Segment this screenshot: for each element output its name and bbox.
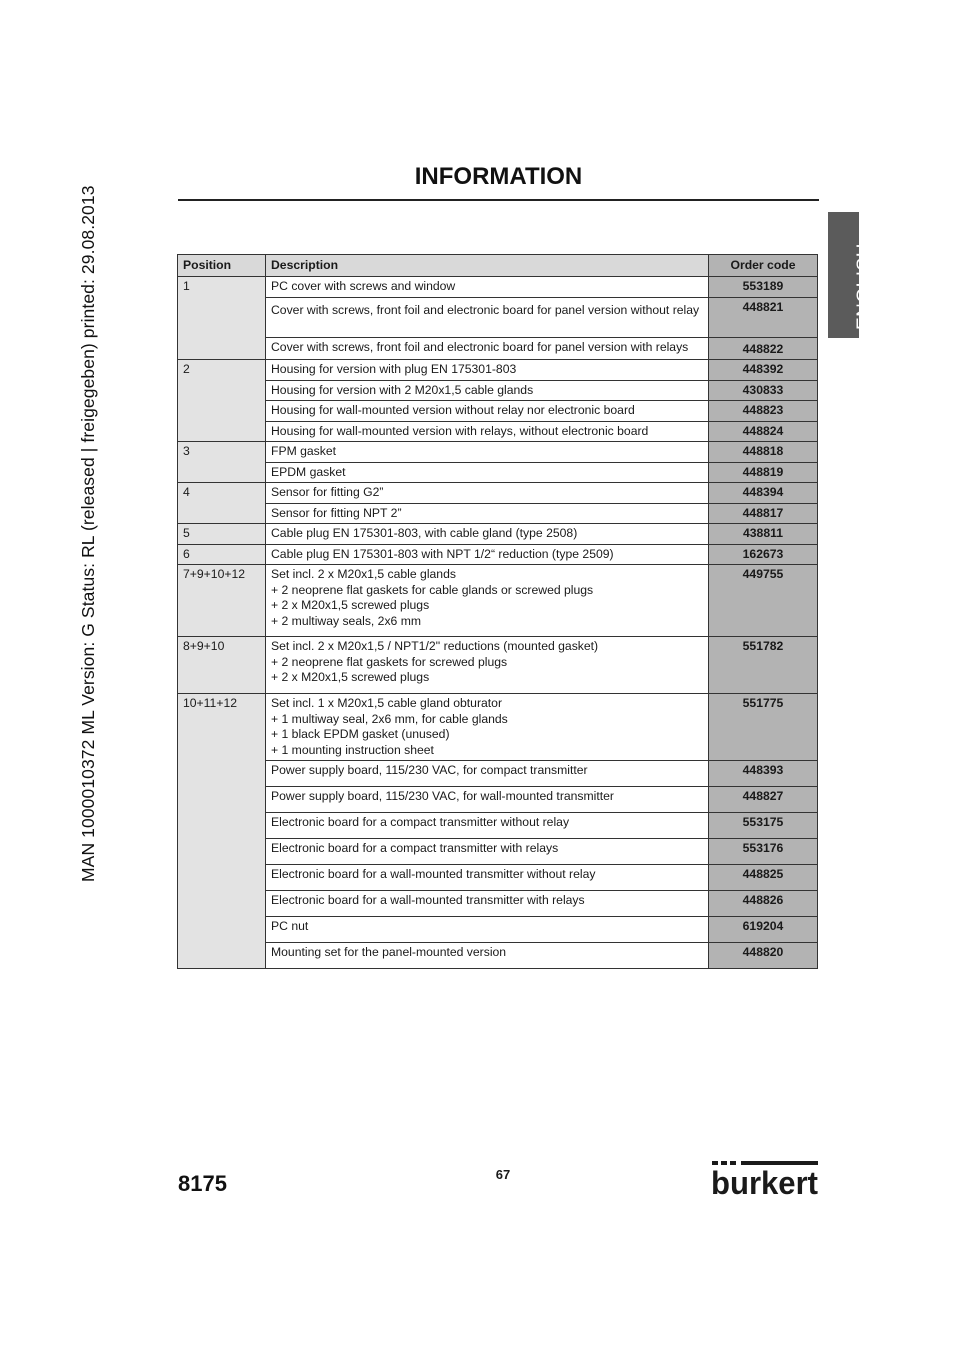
order-code-cell: 438811 <box>709 524 818 545</box>
document-status-line: MAN 1000010372 ML Version: G Status: RL (released | freigegeben) printed: 29.08.2013 <box>78 185 98 882</box>
order-code-cell: 553189 <box>709 277 818 298</box>
position-cell: 10+11+12 <box>178 694 266 969</box>
language-tab-label: ENGLISH <box>854 243 875 330</box>
order-code-cell: 553176 <box>709 839 818 865</box>
table-row <box>178 337 818 360</box>
order-code-cell: 430833 <box>709 380 818 401</box>
order-code-cell: 448394 <box>709 483 818 504</box>
description-cell: Electronic board for a wall-mounted transmitter without relay <box>266 865 709 891</box>
header-order-code: Order code <box>709 255 818 277</box>
order-code-cell: 448823 <box>709 401 818 422</box>
table-body <box>178 277 818 969</box>
order-code-cell: 448825 <box>709 865 818 891</box>
position-cell: 1 <box>178 277 266 360</box>
description-cell: Set incl. 1 x M20x1,5 cable gland obturator + 1 multiway seal, 2x6 mm, for cable glands + 1 black EPDM gasket (unused) + 1 mounting instruction sheet <box>266 694 709 761</box>
table-row <box>178 421 818 442</box>
burkert-logo <box>711 1160 819 1198</box>
order-code-cell: 448817 <box>709 503 818 524</box>
description-cell: Power supply board, 115/230 VAC, for wall-mounted transmitter <box>266 787 709 813</box>
table-row <box>178 813 818 839</box>
description-cell: FPM gasket <box>266 442 709 463</box>
position-cell: 8+9+10 <box>178 637 266 694</box>
svg-text:burkert: burkert <box>711 1165 819 1198</box>
table-row <box>178 565 818 637</box>
order-code-cell: 551782 <box>709 637 818 694</box>
table-row <box>178 360 818 381</box>
page-number: 67 <box>495 1167 511 1182</box>
table-row <box>178 524 818 545</box>
description-cell: Cable plug EN 175301-803 with NPT 1/2“ reduction (type 2509) <box>266 544 709 565</box>
description-cell: Cable plug EN 175301-803, with cable gland (type 2508) <box>266 524 709 545</box>
order-code-cell: 448819 <box>709 462 818 483</box>
order-code-cell: 448818 <box>709 442 818 463</box>
description-cell: Set incl. 2 x M20x1,5 cable glands + 2 neoprene flat gaskets for cable glands or screwed plugs + 2 x M20x1,5 screwed plugs + 2 multiway seals, 2x6 mm <box>266 565 709 637</box>
order-code-cell: 448826 <box>709 891 818 917</box>
table-row <box>178 694 818 761</box>
table-row <box>178 380 818 401</box>
description-cell: Sensor for fitting G2” <box>266 483 709 504</box>
table-row <box>178 787 818 813</box>
description-cell: Housing for version with plug EN 175301-803 <box>266 360 709 381</box>
header-description: Description <box>266 255 709 277</box>
order-code-cell: 551775 <box>709 694 818 761</box>
description-cell: PC cover with screws and window <box>266 277 709 298</box>
description-cell: Cover with screws, front foil and electronic board for panel version without relay <box>266 297 709 337</box>
position-cell: 3 <box>178 442 266 483</box>
table-row <box>178 297 818 337</box>
title-divider <box>178 199 819 201</box>
position-cell: 6 <box>178 544 266 565</box>
description-cell: Cover with screws, front foil and electronic board for panel version with relays <box>266 337 709 360</box>
order-code-cell: 448393 <box>709 761 818 787</box>
order-code-cell: 448827 <box>709 787 818 813</box>
table-row <box>178 401 818 422</box>
language-tab <box>828 212 875 338</box>
description-cell: Housing for wall-mounted version with relays, without electronic board <box>266 421 709 442</box>
page-title: INFORMATION <box>414 163 583 190</box>
table-row <box>178 277 818 298</box>
description-cell: Housing for version with 2 M20x1,5 cable glands <box>266 380 709 401</box>
table-row <box>178 891 818 917</box>
order-code-cell: 448821 <box>709 297 818 337</box>
table-row <box>178 503 818 524</box>
description-cell: Housing for wall-mounted version without relay nor electronic board <box>266 401 709 422</box>
table-header-row <box>178 255 818 277</box>
table-row <box>178 442 818 463</box>
position-cell: 4 <box>178 483 266 524</box>
description-cell: EPDM gasket <box>266 462 709 483</box>
description-cell: Electronic board for a compact transmitter without relay <box>266 813 709 839</box>
order-code-cell: 619204 <box>709 917 818 943</box>
spare-parts-table <box>177 254 818 969</box>
table-row <box>178 917 818 943</box>
order-code-cell: 448822 <box>709 337 818 360</box>
description-cell: PC nut <box>266 917 709 943</box>
header-position: Position <box>178 255 266 277</box>
description-cell: Mounting set for the panel-mounted version <box>266 943 709 969</box>
order-code-cell: 449755 <box>709 565 818 637</box>
position-cell: 5 <box>178 524 266 545</box>
order-code-cell: 448824 <box>709 421 818 442</box>
order-code-cell: 553175 <box>709 813 818 839</box>
order-code-cell: 448820 <box>709 943 818 969</box>
order-code-cell: 448392 <box>709 360 818 381</box>
table-row <box>178 544 818 565</box>
table-row <box>178 865 818 891</box>
product-model-number: 8175 <box>178 1171 227 1196</box>
description-cell: Power supply board, 115/230 VAC, for compact transmitter <box>266 761 709 787</box>
order-code-cell: 162673 <box>709 544 818 565</box>
description-cell: Set incl. 2 x M20x1,5 / NPT1/2'' reductions (mounted gasket) + 2 neoprene flat gaskets for screwed plugs + 2 x M20x1,5 screwed plugs <box>266 637 709 694</box>
table-row <box>178 462 818 483</box>
table-row <box>178 943 818 969</box>
position-cell: 7+9+10+12 <box>178 565 266 637</box>
table-row <box>178 637 818 694</box>
position-cell: 2 <box>178 360 266 442</box>
description-cell: Electronic board for a compact transmitter with relays <box>266 839 709 865</box>
table-row <box>178 761 818 787</box>
description-cell: Electronic board for a wall-mounted transmitter with relays <box>266 891 709 917</box>
description-cell: Sensor for fitting NPT 2” <box>266 503 709 524</box>
table-row <box>178 483 818 504</box>
table-row <box>178 839 818 865</box>
